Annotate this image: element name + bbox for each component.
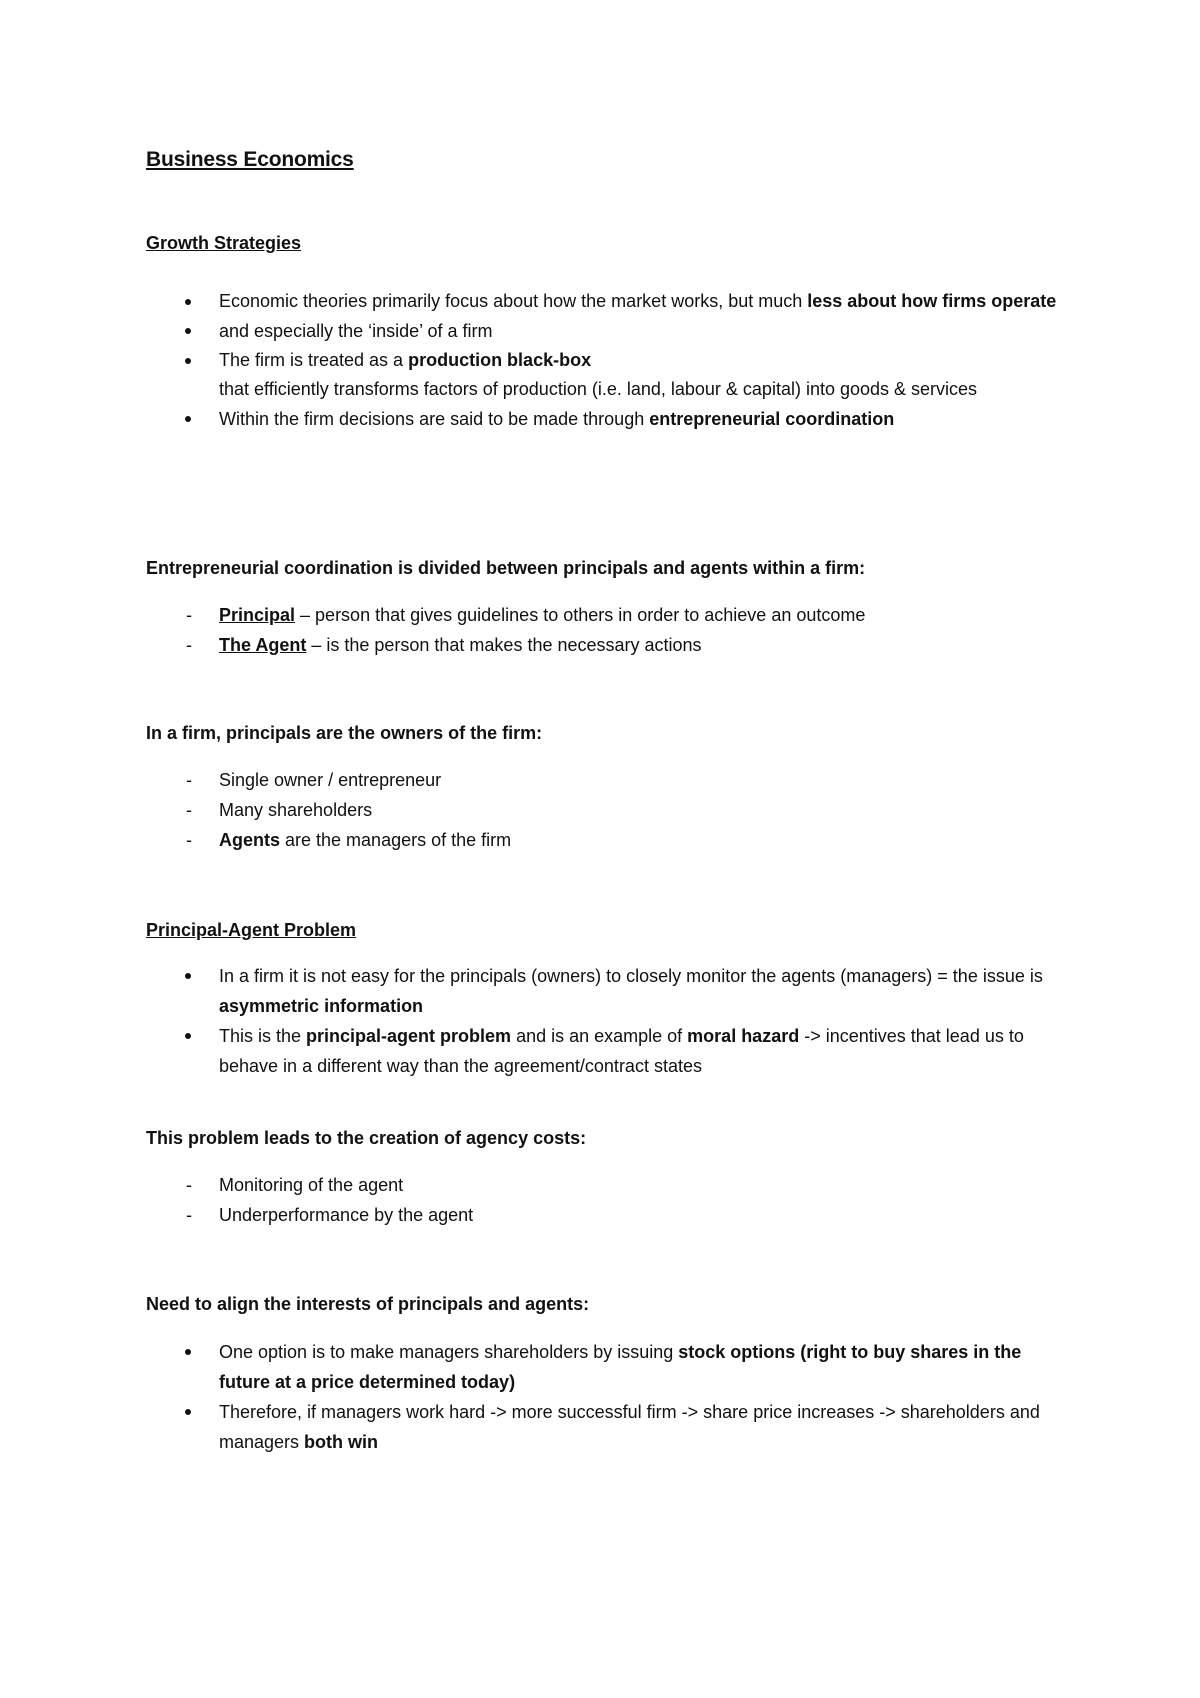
dash-marker: -	[186, 605, 192, 625]
dash-marker: -	[186, 830, 192, 850]
list-item: - Single owner / entrepreneur	[146, 765, 1076, 795]
list-item: - Many shareholders	[146, 795, 1076, 825]
growth-strategies-list	[146, 287, 1076, 434]
list-item: Therefore, if managers work hard -> more successful firm -> share price increases -> shareholders and managers both win	[146, 1397, 1076, 1457]
principal-agent-problem-list	[146, 961, 1076, 1081]
list-item: One option is to make managers shareholders by issuing stock options (right to buy shares in the future at a price determined today)	[146, 1337, 1076, 1397]
list-item: - Agents are the managers of the firm	[146, 825, 1076, 855]
bullet-icon	[185, 358, 191, 364]
section-heading-principal-agent-problem: Principal-Agent Problem	[146, 920, 357, 940]
bullet-icon	[185, 1349, 191, 1355]
dash-marker: -	[186, 1205, 192, 1225]
bullet-icon	[185, 973, 191, 979]
bullet-icon	[185, 1033, 191, 1039]
section-heading-entrepreneurial-coordination: Entrepreneurial coordination is divided between principals and agents within a firm:	[146, 558, 866, 578]
list-item: In a firm it is not easy for the principals (owners) to closely monitor the agents (managers) = the issue is asymmetric information	[146, 961, 1076, 1021]
section-heading-principals-owners: In a firm, principals are the owners of the firm:	[146, 723, 543, 743]
bullet-icon	[185, 299, 191, 305]
section-heading-align-interests: Need to align the interests of principals and agents:	[146, 1294, 590, 1314]
agency-costs-list	[146, 1170, 1076, 1230]
list-item: - Underperformance by the agent	[146, 1200, 1076, 1230]
dash-marker: -	[186, 770, 192, 790]
dash-marker: -	[186, 800, 192, 820]
align-interests-list	[146, 1337, 1076, 1457]
section-heading-growth-strategies: Growth Strategies	[146, 233, 302, 253]
document-title: Business Economics	[146, 148, 354, 171]
list-item: Economic theories primarily focus about how the market works, but much less about how firms operate	[146, 287, 1076, 316]
section-heading-agency-costs: This problem leads to the creation of agency costs:	[146, 1128, 587, 1148]
list-item: and especially the ‘inside’ of a firm	[146, 316, 1076, 346]
list-item: The firm is treated as a production black-box that efficiently transforms factors of production (i.e. land, labour & capital) into goods & services	[146, 346, 1076, 404]
list-item: Within the firm decisions are said to be made through entrepreneurial coordination	[146, 404, 1076, 434]
list-item: - Monitoring of the agent	[146, 1170, 1076, 1200]
principal-agent-definitions-list	[146, 600, 1076, 660]
dash-marker: -	[186, 635, 192, 655]
list-item: This is the principal-agent problem and is an example of moral hazard -> incentives that lead us to behave in a different way than the agreement/contract states	[146, 1021, 1076, 1081]
owners-list	[146, 765, 1076, 855]
dash-marker: -	[186, 1175, 192, 1195]
bullet-icon	[185, 416, 191, 422]
list-item: - Principal – person that gives guidelines to others in order to achieve an outcome	[146, 600, 1076, 630]
bullet-icon	[185, 328, 191, 334]
list-item: - The Agent – is the person that makes the necessary actions	[146, 630, 1076, 660]
bullet-icon	[185, 1409, 191, 1415]
